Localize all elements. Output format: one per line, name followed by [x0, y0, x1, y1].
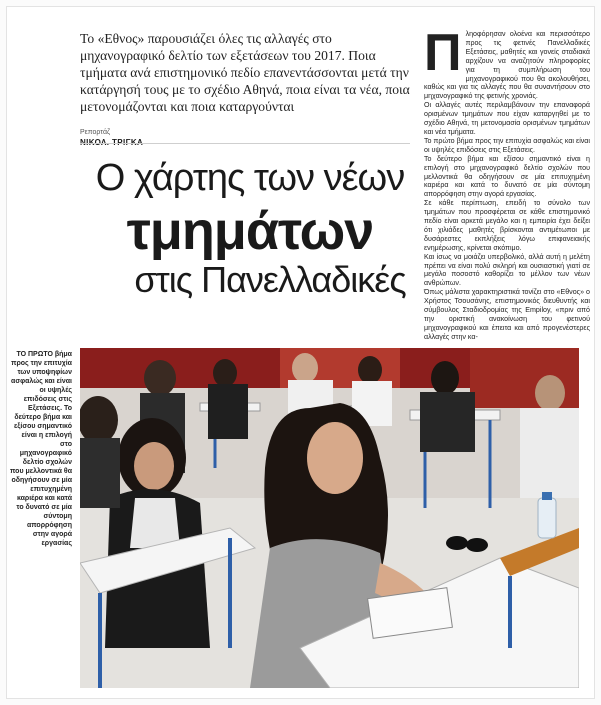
- byline-author: ΝΙΚΟΛ. ΤΡΙΓΚΑ: [80, 138, 144, 147]
- drop-cap: Π: [424, 24, 462, 82]
- body-paragraph: Οι αλλαγές αυτές περιλαμβάνουν την επαναφορά ορισμένων τμημάτων που είχαν καταργηθεί με το σχέδιο Αθηνά, τη μετονομασία ορισμένων τμημάτων και νέα τμήματα.: [424, 101, 590, 136]
- headline-line-3: στις Πανελλαδικές: [134, 259, 406, 300]
- headline-line-1: Ο χάρτης των νέων: [95, 157, 405, 199]
- photo-illustration: [80, 348, 579, 688]
- body-paragraph: Και ίσως να μοιάζει υπερβολικό, αλλά αυτή η μελέτη πρέπει να είναι πολύ σκληρή και ουσιαστική γιατί σε μεγάλο ποσοστό καθορίζει το μέλλον των νέων ανθρώπων.: [424, 252, 590, 288]
- lead-paragraph: Το «Εθνος» παρουσιάζει όλες τις αλλαγές στο μηχανογραφικό δελτίο των εξετάσεων του 2017. Ποια τμήματα ανά επιστημονικό πεδίο επανεντάσσονται μετά την κατάργησή τους με το σχέδιο Αθηνά, ποια είναι τα νέα, ποια μετονομάζονται και ποια καταργούνται: [80, 31, 410, 114]
- body-paragraph: Το δεύτερο βήμα και εξίσου σημαντικό είναι η επιλογή στο μηχανογραφικό δελτίο σχολών που μελλοντικά θα οδηγήσουν σε μία επιτυχημένη καριέρα και κατά το δυνατό σε μία σύντομη απορρόφηση στην αγορά εργασίας.: [424, 154, 590, 199]
- exam-classroom-photo: [80, 348, 579, 688]
- byline-label: Ρεπορτάζ: [80, 129, 111, 136]
- headline-line-2: τμημάτων: [126, 201, 374, 261]
- headline: [80, 156, 420, 300]
- body-paragraph: ληοφόρησαν ολοένα και περισσότερο προς τις φετινές Πανελλαδικές Εξετάσεις, μαθητές και γονείς σταδιακά αρχίζουν να αναζητούν πληροφορίες για τη συμπλήρωση του μηχανογραφικού που θα ακολουθήσει, καθώς και για τις αλλαγές που θα συναντήσουν στο μηχανογραφικό της φετινής χρονιάς.: [424, 30, 590, 101]
- body-paragraph: Όπως μάλιστα χαρακτηριστικά τονίζει στο «Εθνος» ο Χρήστος Τσουσάνης, επιστημονικός διευθυντής και σύμβουλος Σταδιοδρομίας της Empiloy, «πριν από την οριστική ανακοίνωση του φετινού μηχανογραφικού και έπειτα και από προγενέστερες αλλαγές στην κα-: [424, 288, 590, 341]
- byline: [80, 128, 280, 148]
- body-paragraph: Το πρώτο βήμα προς την επιτυχία ασφαλώς και είναι οι υψηλές επιδόσεις στις Εξετάσεις.: [424, 136, 590, 154]
- body-paragraph: Σε κάθε περίπτωση, επειδή το σύνολο των τμημάτων που προσφέρεται σε κάθε επιστημονικό πεδίο είναι αρκετά μεγάλο και η εμπειρία έχει δείξει ότι χιλιάδες μαθητές βρίσκονται αντιμέτωποι με δυσάρεστες εκπλήξεις λόγω επιφανειακής ενημέρωσης, κρίνεται σκόπιμο.: [424, 199, 590, 252]
- article-body: [424, 24, 590, 342]
- divider: [80, 143, 410, 144]
- photo-caption: ΤΟ ΠΡΩΤΟ βήμα προς την επιτυχία των υποψηφίων ασφαλώς και είναι οι υψηλές επιδόσεις στις Εξετάσεις. Το δεύτερο βήμα και εξίσου σημαντικό είναι η επιλογή στο μηχανογραφικό δελτίο σχολών που μελλοντικά θα οδηγήσουν σε μία επιτυχημένη καριέρα και κατά το δυνατό σε μία σύντομη απορρόφηση στην αγορά εργασίας: [10, 351, 73, 547]
